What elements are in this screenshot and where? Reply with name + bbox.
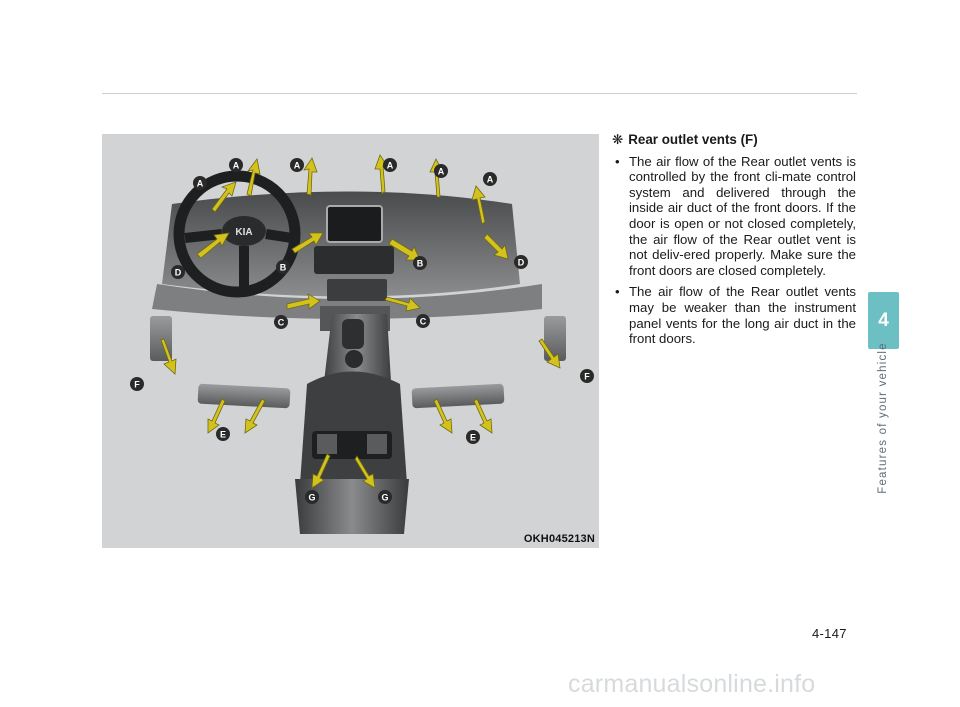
section-body <box>612 132 856 353</box>
svg-text:A: A <box>293 160 301 171</box>
label-c-1 <box>274 315 288 329</box>
svg-text:D: D <box>174 267 182 278</box>
label-a-3 <box>290 158 304 172</box>
svg-text:B: B <box>279 262 287 273</box>
svg-text:F: F <box>134 379 140 390</box>
chapter-title-text: Features of your vehicle <box>877 342 889 494</box>
label-a-2 <box>229 158 243 172</box>
svg-text:C: C <box>277 317 285 328</box>
label-a-5 <box>434 164 448 178</box>
dashboard <box>152 192 542 332</box>
svg-text:A: A <box>437 166 445 177</box>
svg-text:C: C <box>419 316 427 327</box>
label-g-2 <box>378 490 392 504</box>
bullet-item <box>612 154 856 279</box>
chapter-tab <box>868 292 899 349</box>
bullet-list <box>612 154 856 347</box>
label-d-1 <box>171 265 185 279</box>
svg-text:B: B <box>416 258 424 269</box>
bullet-icon: • <box>615 153 620 169</box>
bullet-icon: • <box>615 284 620 300</box>
air-vent-diagram <box>102 134 599 548</box>
svg-text:F: F <box>584 371 590 382</box>
label-a-4 <box>383 158 397 172</box>
section-heading <box>612 132 856 148</box>
svg-text:A: A <box>196 178 204 189</box>
label-d-2 <box>514 255 528 269</box>
top-rule <box>102 93 857 94</box>
svg-text:A: A <box>232 160 240 171</box>
asterism-icon: ❋ <box>612 132 624 147</box>
label-f-2 <box>580 369 594 383</box>
vehicle-interior-illustration <box>102 134 599 548</box>
bullet-item <box>612 284 856 346</box>
page-number: 4-147 <box>812 626 847 641</box>
label-b-1 <box>276 260 290 274</box>
chapter-number: 4 <box>878 309 889 331</box>
label-g-1 <box>305 490 319 504</box>
bullet-text: The air flow of the Rear outlet vents may be weaker than the instrument panel vents for the long air duct in the front doors. <box>629 284 856 347</box>
heading-text: Rear outlet vents (F) <box>628 132 758 147</box>
label-a-1 <box>193 176 207 190</box>
label-e-2 <box>466 430 480 444</box>
watermark: carmanualsonline.info <box>568 670 816 698</box>
svg-text:G: G <box>381 492 389 503</box>
kia-logo: KIA <box>235 227 253 238</box>
label-a-6 <box>483 172 497 186</box>
svg-text:E: E <box>469 432 477 443</box>
label-f-1 <box>130 377 144 391</box>
bullet-text: The air flow of the Rear outlet vents is controlled by the front cli-mate control system and delivered through the inside air duct of the front doors. If the door is open or not closed completely, the air flow of the Rear outlet vent is not deliv-ered properly. Make sure the front doors are closed completely. <box>629 153 856 278</box>
svg-text:E: E <box>219 429 227 440</box>
svg-text:A: A <box>386 160 394 171</box>
label-b-2 <box>413 256 427 270</box>
figure-code: OKH045213N <box>523 533 595 545</box>
svg-text:A: A <box>486 174 494 185</box>
label-c-2 <box>416 314 430 328</box>
label-e-1 <box>216 427 230 441</box>
svg-text:D: D <box>517 257 525 268</box>
svg-text:G: G <box>308 492 316 503</box>
